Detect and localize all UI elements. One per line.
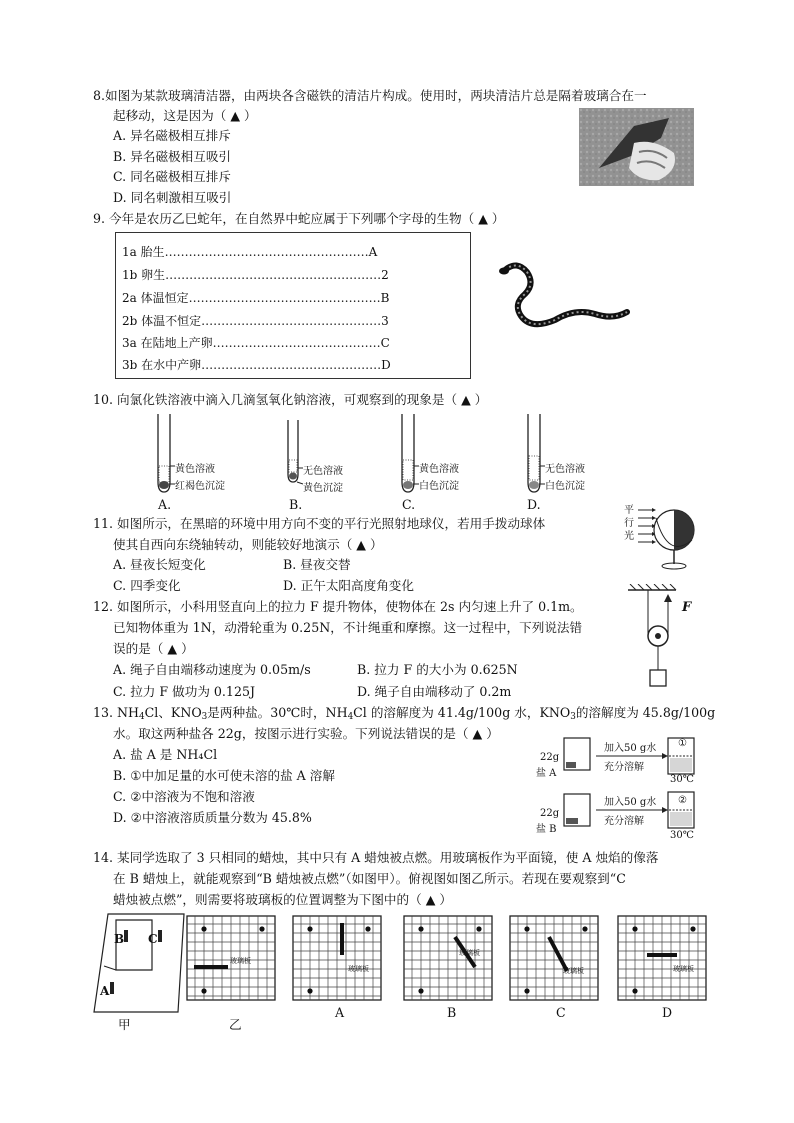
candle-dot	[201, 988, 206, 993]
caption-c[interactable]: C	[556, 1005, 566, 1020]
caption-yi: 乙	[229, 1017, 242, 1032]
q11-option-b[interactable]: B. 昼夜交替	[283, 557, 351, 572]
tube-b-top-label: 无色溶液	[303, 466, 343, 477]
salt-b-label: 盐 B	[536, 824, 557, 835]
tube-c-bottom-label: 白色沉淀	[419, 481, 459, 492]
salt-b-mass: 22g	[540, 808, 560, 819]
q11-stem-line2: 使其自西向东绕轴转动，则能较好地演示（ ▲ ）	[113, 537, 383, 552]
dissolve-label-1: 充分溶解	[604, 762, 644, 773]
q8-stem-line2: 起移动，这是因为（ ▲ ）	[113, 108, 257, 123]
glass-plate-label: 玻璃板	[230, 957, 251, 965]
candle-a-label-jia: A	[100, 984, 110, 998]
dichotomous-key-box	[115, 232, 471, 379]
glass-cleaner-photo	[579, 108, 694, 186]
q12-stem-line3: 误的是（ ▲ ）	[113, 641, 194, 656]
q10-option-a[interactable]: A.	[158, 497, 172, 512]
q10-option-b[interactable]: B.	[289, 497, 303, 512]
candle-dot	[582, 926, 587, 931]
candle-dot	[201, 926, 206, 931]
salt-a-mass: 22g	[540, 752, 560, 763]
figure-option-b	[403, 915, 493, 1001]
q12-option-c[interactable]: C. 拉力 F 做功为 0.125J	[113, 684, 256, 699]
tube-c-top-label: 黄色溶液	[419, 464, 459, 475]
candle-dot	[307, 926, 312, 931]
figure-jia	[92, 912, 190, 1014]
caption-a[interactable]: A	[335, 1005, 345, 1020]
add-water-label-2: 加入50 g水	[604, 797, 657, 808]
beaker-mark-2: ②	[678, 795, 687, 806]
caption-d[interactable]: D	[662, 1005, 673, 1020]
parallel-light-label: 平 行 光	[624, 505, 634, 542]
figure-option-d	[617, 915, 707, 1001]
glass-plate-label: 玻璃板	[348, 965, 369, 973]
q13-option-a[interactable]: A. 盐 A 是 NH₄Cl	[113, 747, 218, 762]
q14-stem-line1: 14. 某同学选取了 3 只相同的蜡烛，其中只有 A 蜡烛被点燃。用玻璃板作为平面镜，使 A 烛焰的像落	[93, 850, 659, 865]
q12-option-d[interactable]: D. 绳子自由端移动了 0.2m	[357, 684, 512, 699]
q13-option-b[interactable]: B. ①中加足量的水可使未溶的盐 A 溶解	[113, 768, 335, 783]
q13-stem-line2: 水。取这两种盐各 22g，按图示进行实验。下列说法错误的是（ ▲ ）	[113, 726, 499, 741]
q8-option-b[interactable]: B. 异名磁极相互吸引	[113, 149, 232, 164]
q11-option-a[interactable]: A. 昼夜长短变化	[113, 557, 206, 572]
candle-dot	[365, 926, 370, 931]
key-row-1a: 1a 胎生……………………………………………A	[122, 245, 378, 259]
candle-dot	[524, 988, 529, 993]
q14-stem-line2: 在 B 蜡烛上，就能观察到“B 蜡烛被点燃”（如图甲）。俯视图如图乙所示。若现在要观察到“C	[113, 871, 626, 886]
q14-stem-line3: 蜡烛被点燃”，则需要将玻璃板的位置调整为下图中的（ ▲ ）	[113, 892, 452, 907]
snake-illustration	[495, 258, 635, 338]
candle-dot	[632, 988, 637, 993]
temp-label-2: 30℃	[670, 830, 694, 841]
candle-c-label-jia: C	[148, 932, 158, 946]
candle-dot	[476, 926, 481, 931]
dissolve-label-2: 充分溶解	[604, 816, 644, 827]
tube-d	[528, 414, 545, 492]
candle-dot	[690, 926, 695, 931]
figure-option-a	[292, 915, 382, 1001]
q13-option-d[interactable]: D. ②中溶液溶质质量分数为 45.8%	[113, 810, 312, 825]
candle-dot	[307, 988, 312, 993]
caption-b[interactable]: B	[447, 1005, 457, 1020]
q12-option-b[interactable]: B. 拉力 F 的大小为 0.625N	[357, 662, 518, 677]
q11-option-d[interactable]: D. 正午太阳高度角变化	[283, 578, 414, 593]
q13-option-c[interactable]: C. ②中溶液为不饱和溶液	[113, 789, 255, 804]
tube-a-bottom-label: 红褐色沉淀	[175, 481, 225, 492]
q8-option-c[interactable]: C. 同名磁极相互排斥	[113, 169, 231, 184]
candle-dot	[418, 988, 423, 993]
glass-plate-label: 玻璃板	[459, 949, 480, 957]
q12-option-a[interactable]: A. 绳子自由端移动速度为 0.05m/s	[113, 662, 311, 677]
q11-stem-line1: 11. 如图所示，在黑暗的环境中用方向不变的平行光照射地球仪，若用手拨动球体	[93, 516, 546, 531]
q11-option-c[interactable]: C. 四季变化	[113, 578, 181, 593]
candle-a-icon	[110, 982, 114, 994]
q12-stem-line2: 已知物体重为 1N，动滑轮重为 0.25N，不计绳重和摩擦。这一过程中，下列说法错	[113, 620, 583, 635]
candle-b-label-jia: B	[114, 932, 125, 946]
candle-dot	[632, 926, 637, 931]
glass-plate-label: 玻璃板	[563, 967, 584, 975]
candle-c-icon	[158, 930, 162, 942]
q10-stem: 10. 向氯化铁溶液中滴入几滴氢氧化钠溶液，可观察到的现象是（ ▲ ）	[93, 392, 488, 407]
q8-stem-line1: 8.如图为某款玻璃清洁器，由两块各含磁铁的清洁片构成。使用时，两块清洁片总是隔着玻璃合在一	[93, 88, 647, 103]
candle-dot	[418, 926, 423, 931]
caption-jia: 甲	[118, 1017, 131, 1032]
q8-option-a[interactable]: A. 异名磁极相互排斥	[113, 128, 231, 143]
force-f-label: F	[682, 600, 692, 615]
tube-a	[158, 414, 175, 492]
q10-option-c[interactable]: C.	[402, 497, 416, 512]
q8-option-d[interactable]: D. 同名刺激相互吸引	[113, 190, 232, 205]
key-row-3b: 3b 在水中产卵………………………………………D	[122, 358, 391, 372]
q13-stem-line1: 13. $NH_4Cl$、$KNO_3$是两种盐。30℃时，$NH_4Cl$ 的溶解度为 41.4g/100g 水，$KNO_3$的溶解度为 45.8g/100g	[93, 705, 716, 723]
tube-b-bottom-label: 黄色沉淀	[303, 483, 343, 494]
key-row-2a: 2a 体温恒定…………………………………………B	[122, 291, 390, 305]
tube-a-top-label: 黄色溶液	[175, 464, 215, 475]
key-row-1b: 1b 卵生………………………………………………2	[122, 268, 389, 282]
candle-dot	[259, 926, 264, 931]
key-row-2b: 2b 体温不恒定………………………………………3	[122, 314, 389, 328]
q9-stem: 9. 今年是农历乙巳蛇年，在自然界中蛇应属于下列哪个字母的生物（ ▲ ）	[93, 211, 505, 226]
tube-d-top-label: 无色溶液	[545, 464, 585, 475]
temp-label-1: 30℃	[670, 774, 694, 785]
tube-b	[288, 420, 303, 484]
q10-option-d[interactable]: D.	[527, 497, 541, 512]
add-water-label-1: 加入50 g水	[604, 743, 657, 754]
candle-b-icon	[124, 930, 128, 942]
globe-diagram	[638, 500, 698, 575]
glass-plate-label: 玻璃板	[673, 965, 694, 973]
key-row-3a: 3a 在陆地上产卵……………………………………C	[122, 336, 390, 350]
candle-dot	[524, 926, 529, 931]
tube-d-bottom-label: 白色沉淀	[545, 481, 585, 492]
figure-option-c	[509, 915, 599, 1001]
q12-stem-line1: 12. 如图所示，小科用竖直向上的拉力 F 提升物体，使物体在 2s 内匀速上升了 0.1m。	[93, 599, 583, 614]
beaker-mark-1: ①	[678, 738, 687, 749]
tube-c	[402, 414, 419, 492]
salt-a-label: 盐 A	[536, 768, 557, 779]
figure-yi	[186, 915, 276, 1001]
